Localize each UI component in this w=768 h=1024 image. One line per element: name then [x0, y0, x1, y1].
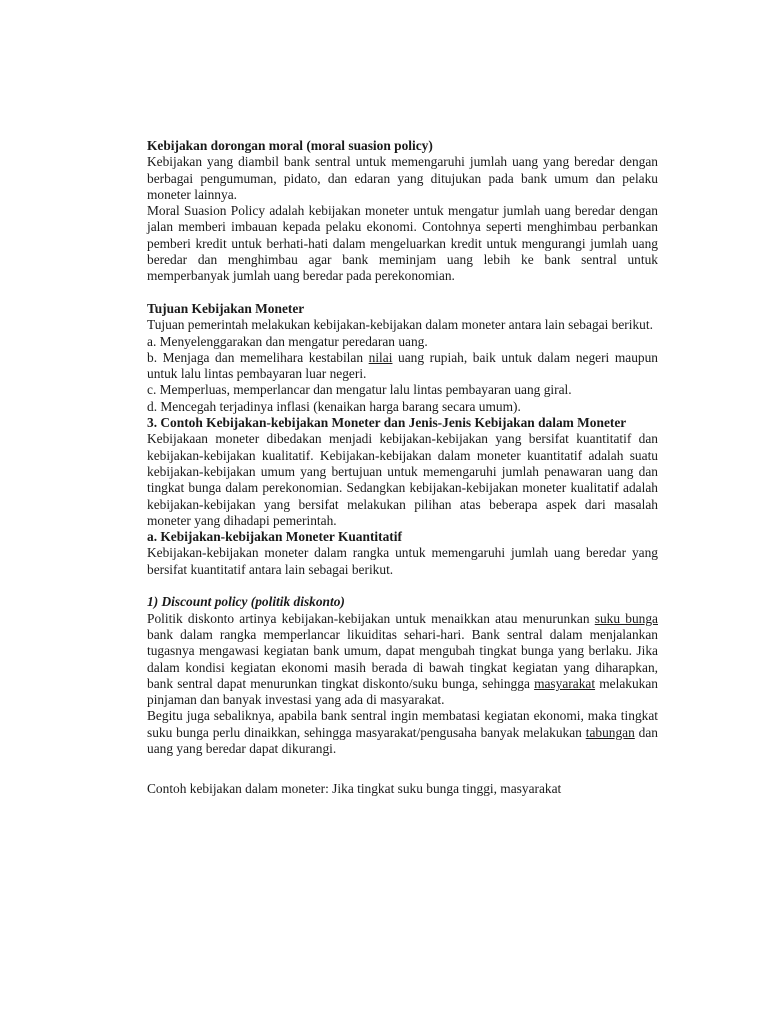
paragraph-text: Politik diskonto artinya kebijakan-kebijakan untuk menaikkan atau menurunkan [147, 610, 595, 626]
paragraph-discount-2 [147, 708, 658, 757]
list-text: b. Menjaga dan memelihara kestabilan [147, 349, 369, 365]
spacer [147, 578, 658, 594]
link-nilai[interactable]: nilai [368, 349, 393, 365]
link-suku-bunga[interactable]: suku bunga [594, 610, 658, 626]
paragraph-kuantitatif: Kebijakan-kebijakan moneter dalam rangka untuk memengaruhi jumlah uang beredar yang bersifat kuantitatif antara lain sebagai berikut. [147, 545, 658, 577]
link-masyarakat[interactable]: masyarakat [534, 675, 596, 691]
list-item-tujuan-c: c. Memperluas, memperlancar dan mengatur lalu lintas pembayaran uang giral. [147, 382, 572, 398]
spacer [147, 757, 658, 781]
paragraph-tujuan-intro: Tujuan pemerintah melakukan kebijakan-kebijakan dalam moneter antara lain sebagai berikut. [147, 317, 653, 333]
paragraph-moral-suasion-2: Moral Suasion Policy adalah kebijakan moneter untuk mengatur jumlah uang beredar dengan jalan memberi imbauan kepada pelaku ekonomi. Contohnya seperti menghimbau perbankan pemberi kredit untuk berhati-hati dalam mengeluarkan kredit untuk mengurangi jumlah uang beredar dan menghimbau agar bank meminjam uang lebih ke bank sentral untuk memperbanyak jumlah uang beredar pada perekonomian. [147, 203, 658, 284]
heading-tujuan: Tujuan Kebijakan Moneter [147, 300, 305, 316]
list-item-tujuan-b [147, 350, 658, 383]
paragraph-discount-1 [147, 611, 658, 709]
paragraph-moral-suasion-1: Kebijakan yang diambil bank sentral untuk memengaruhi jumlah uang yang beredar dengan berbagai pengumuman, pidato, dan edaran yang ditujukan pada bank umum dan pelaku moneter lainnya. [147, 154, 658, 202]
paragraph-text: Begitu juga sebaliknya, apabila bank sentral ingin membatasi kegiatan ekonomi, maka tingkat suku bunga perlu dinaikkan, sehingga masyarakat/pengusaha banyak melakukan [147, 708, 658, 740]
paragraph-text: bank dalam rangka memperlancar likuiditas sehari-hari. Bank sentral dalam menjalankan tugasnya mengawasi kegiatan bank umum, dapat mengubah tingkat bunga yang berlaku. Jika dalam kondisi kegiatan ekonomi masih berada di bawah tingkat kegiatan yang diharapkan, bank sentral dapat menurunkan tingkat diskonto/suku bunga, sehingga [147, 626, 658, 691]
heading-discount-policy: 1) Discount policy (politik diskonto) [147, 594, 345, 610]
list-text: uang rupiah, baik untuk dalam negeri maupun untuk lalu lintas pembayaran luar negeri. [147, 349, 658, 382]
paragraph-contoh-moneter: Contoh kebijakan dalam moneter: Jika tingkat suku bunga tinggi, masyarakat [147, 781, 562, 797]
heading-moral-suasion: Kebijakan dorongan moral (moral suasion policy) [147, 138, 433, 153]
spacer [147, 285, 658, 301]
heading-contoh-kebijakan: 3. Contoh Kebijakan-kebijakan Moneter dan Jenis-Jenis Kebijakan dalam Moneter [147, 415, 627, 431]
paragraph-text: melakukan pinjaman dan banyak investasi yang ada di masyarakat. [147, 675, 658, 708]
heading-kuantitatif: a. Kebijakan-kebijakan Moneter Kuantitatif [147, 529, 402, 545]
paragraph-text: dan uang yang beredar dapat dikurangi. [147, 724, 658, 756]
document-body [147, 138, 658, 798]
paragraph-contoh-kebijakan: Kebijakaan moneter dibedakan menjadi kebijakan-kebijakan yang bersifat kuantitatif dan kebijakan-kebijakan kualitatif. Kebijakan-kebijakan dalam moneter kuantitatif adalah suatu kebijakan-kebijakan umum yang bertujuan untuk memengaruhi jumlah penawaran uang dan tingkat bunga dalam perekonomian. Sedangkan kebijakan-kebijakan moneter kualitatif adalah kebijakan-kebijakan yang bersifat melakukan pilihan atas beberapa aspek dari masalah moneter yang dihadapi pemerintah. [147, 431, 658, 528]
list-item-tujuan-d: d. Mencegah terjadinya inflasi (kenaikan harga barang secara umum). [147, 398, 521, 414]
link-tabungan[interactable]: tabungan [585, 724, 635, 740]
list-item-tujuan-a: a. Menyelenggarakan dan mengatur peredaran uang. [147, 333, 428, 349]
